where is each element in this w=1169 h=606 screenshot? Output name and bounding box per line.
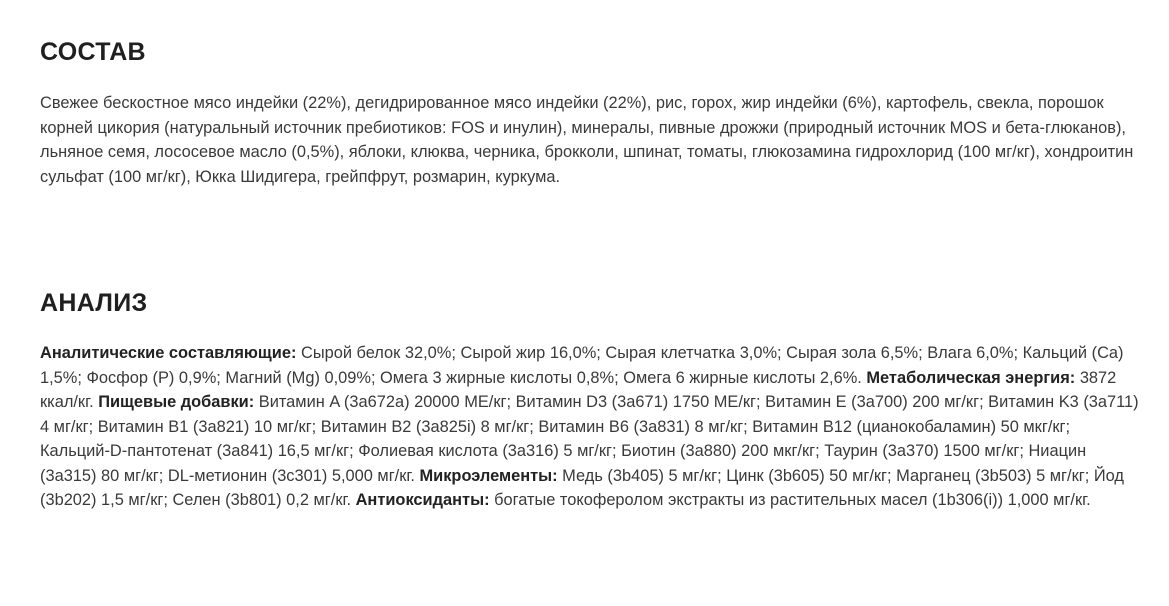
metabolic-energy-label: Метаболическая энергия: <box>866 368 1076 387</box>
microelements-text: Медь (3b405) 5 мг/кг; Цинк (3b605) 50 мг/кг; Марганец (3b503) 5 мг/кг; Йод (3b202) 1,5 мг/кг; Селен (3b801) 0,2 мг/кг. <box>40 466 1124 509</box>
analytical-constituents-text: Сырой белок 32,0%; Сырой жир 16,0%; Сырая клетчатка 3,0%; Сырая зола 6,5%; Влага 6,0%; Кальций (Ca) 1,5%; Фосфор (P) 0,9%; Магний (Mg) 0,09%; Омега 3 жирные кислоты 0,8%; Омега 6 жирные кислоты 2,6%. <box>40 344 1124 387</box>
feed-additives-text: Витамин A (3a672a) 20000 МЕ/кг; Витамин D3 (3a671) 1750 МЕ/кг; Витамин E (3a700) 200 мг/кг; Витамин K3 (3a711) 4 мг/кг; Витамин B1 (3a821) 10 мг/кг; Витамин B2 (3a825i) 8 мг/кг; Витамин B6 (3a831) 8 мг/кг; Витамин B12 (цианокобаламин) 50 мкг/кг; Кальций-D-пантотенат (3a841) 16,5 мг/кг; Фолиевая кислота (3a316) 5 мг/кг; Биотин (3a880) 200 мкг/кг; Таурин (3a370) 1500 мг/кг; Ниацин (3a315) 80 мг/кг; DL-метионин (3c301) 5,000 мг/кг. <box>40 393 1139 485</box>
composition-text: Свежее бескостное мясо индейки (22%), дегидрированное мясо индейки (22%), рис, горох, жир индейки (6%), картофель, свекла, порошок корней цикория (натуральный источник пребиотиков: FOS и инулин), минералы, пивные дрожжи (природный источник MOS и бета-глюканов), льняное семя, лососевое масло (0,5%), яблоки, клюква, черника, брокколи, шпинат, томаты, глюкозамина гидрохлорид (100 мг/кг), хондроитин сульфат (100 мг/кг), Юкка Шидигера, грейпфрут, розмарин, куркума. <box>40 94 1134 186</box>
antioxidants-text: богатые токоферолом экстракты из растительных масел (1b306(i)) 1,000 мг/кг. <box>489 491 1091 509</box>
antioxidants-label: Антиоксиданты: <box>355 491 490 509</box>
metabolic-energy-text: 3872 ккал/кг. <box>40 368 1117 411</box>
analysis-text <box>40 341 1140 513</box>
analysis-heading: АНАЛИЗ <box>40 289 148 317</box>
microelements-label: Микроэлементы: <box>419 466 558 485</box>
feed-additives-label: Пищевые добавки: <box>98 393 255 411</box>
analytical-constituents-label: Аналитические составляющие: <box>40 344 297 362</box>
composition-heading: СОСТАВ <box>40 38 146 66</box>
